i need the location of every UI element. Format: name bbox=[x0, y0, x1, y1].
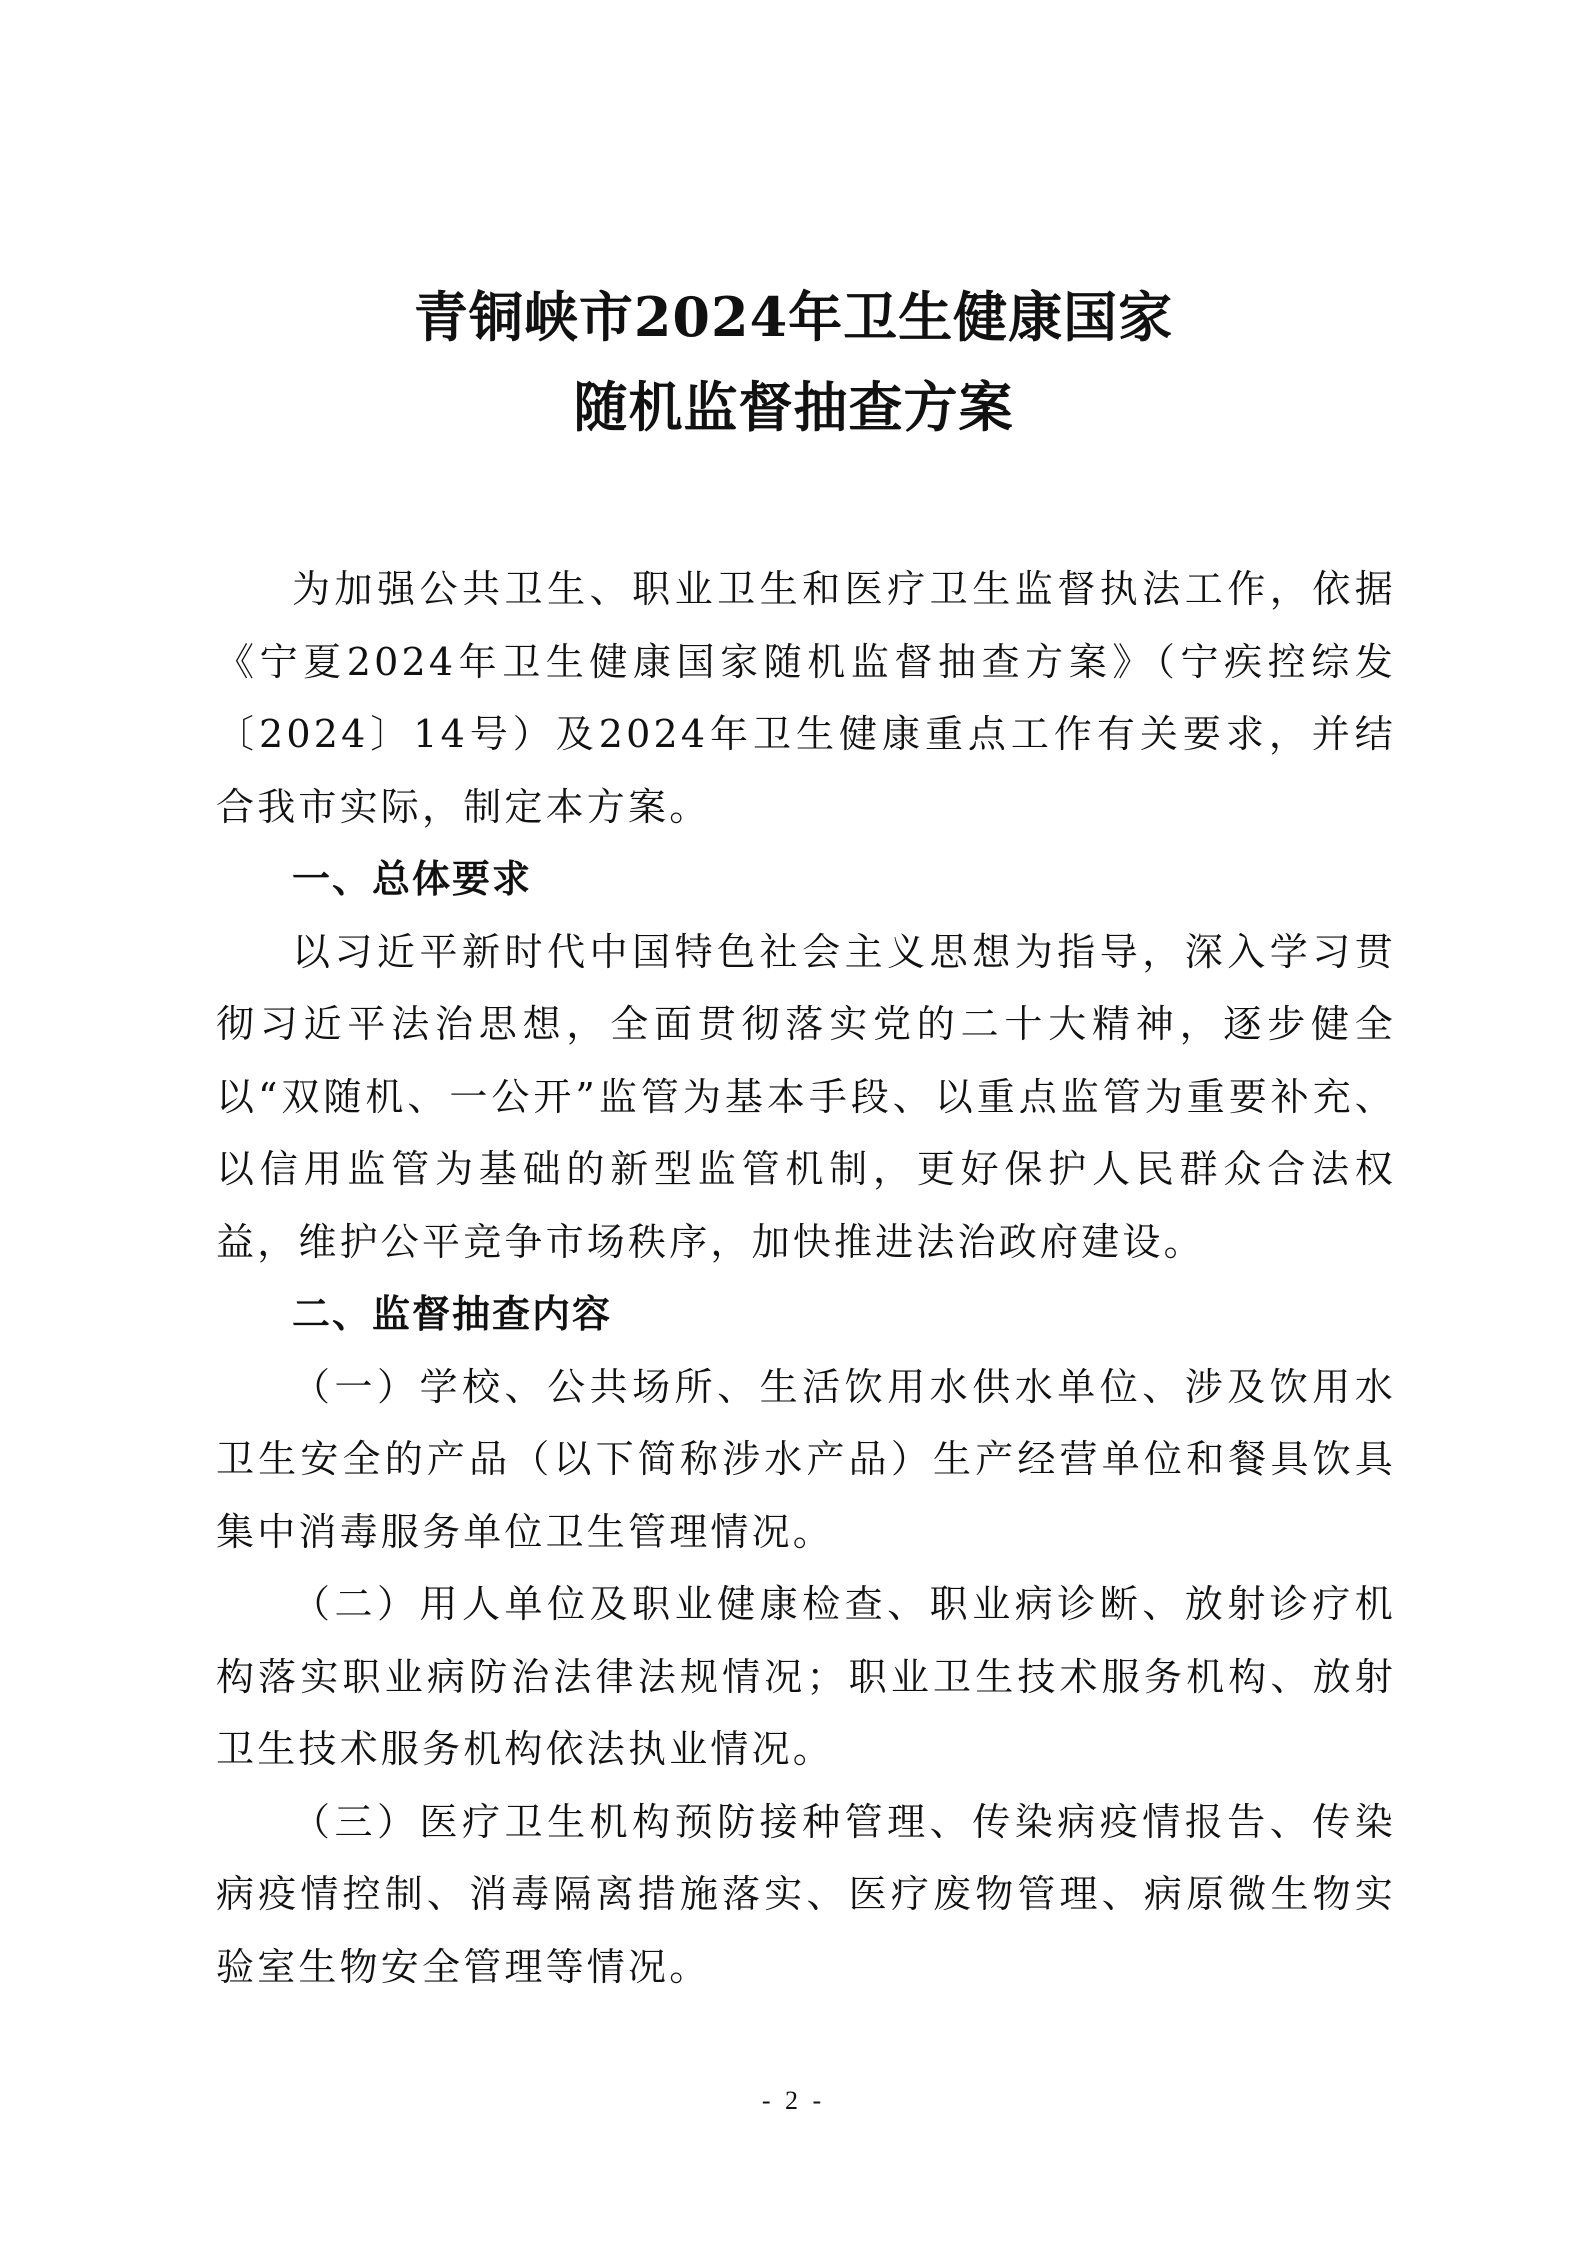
item-2-paragraph: （二）用人单位及职业健康检查、职业病诊断、放射诊疗机构落实职业病防治法律法规情况；职业卫生技术服务机构、放射卫生技术服务机构依法执业情况。 bbox=[216, 1582, 1396, 1771]
document-body bbox=[216, 553, 1396, 2003]
item-3-paragraph: （三）医疗卫生机构预防接种管理、传染病疫情报告、传染病疫情控制、消毒隔离措施落实、医疗废物管理、病原微生物实验室生物安全管理等情况。 bbox=[216, 1799, 1396, 1989]
page-number: - 2 - bbox=[761, 2086, 826, 2115]
section-2-heading: 二、监督抽查内容 bbox=[292, 1292, 613, 1336]
section-1-heading: 一、总体要求 bbox=[292, 857, 533, 901]
document-title bbox=[0, 272, 1587, 452]
item-1-paragraph: （一）学校、公共场所、生活饮用水供水单位、涉及饮用水卫生安全的产品（以下简称涉水产品）生产经营单位和餐具饮具集中消毒服务单位卫生管理情况。 bbox=[216, 1364, 1396, 1554]
intro-paragraph: 为加强公共卫生、职业卫生和医疗卫生监督执法工作，依据《宁夏2024年卫生健康国家随机监督抽查方案》（宁疾控综发〔2024〕14号）及2024年卫生健康重点工作有关要求，并结合我市实际，制定本方案。 bbox=[216, 567, 1396, 829]
title-line-1: 青铜峡市2024年卫生健康国家 bbox=[413, 285, 1174, 349]
section-1-paragraph: 以习近平新时代中国特色社会主义思想为指导，深入学习贯彻习近平法治思想，全面贯彻落实党的二十大精神，逐步健全以“双随机、一公开”监管为基本手段、以重点监管为重要补充、以信用监管为基础的新型监管机制，更好保护人民群众合法权益，维护公平竞争市场秩序，加快推进法治政府建设。 bbox=[216, 929, 1396, 1264]
title-line-2: 随机监督抽查方案 bbox=[573, 375, 1014, 439]
